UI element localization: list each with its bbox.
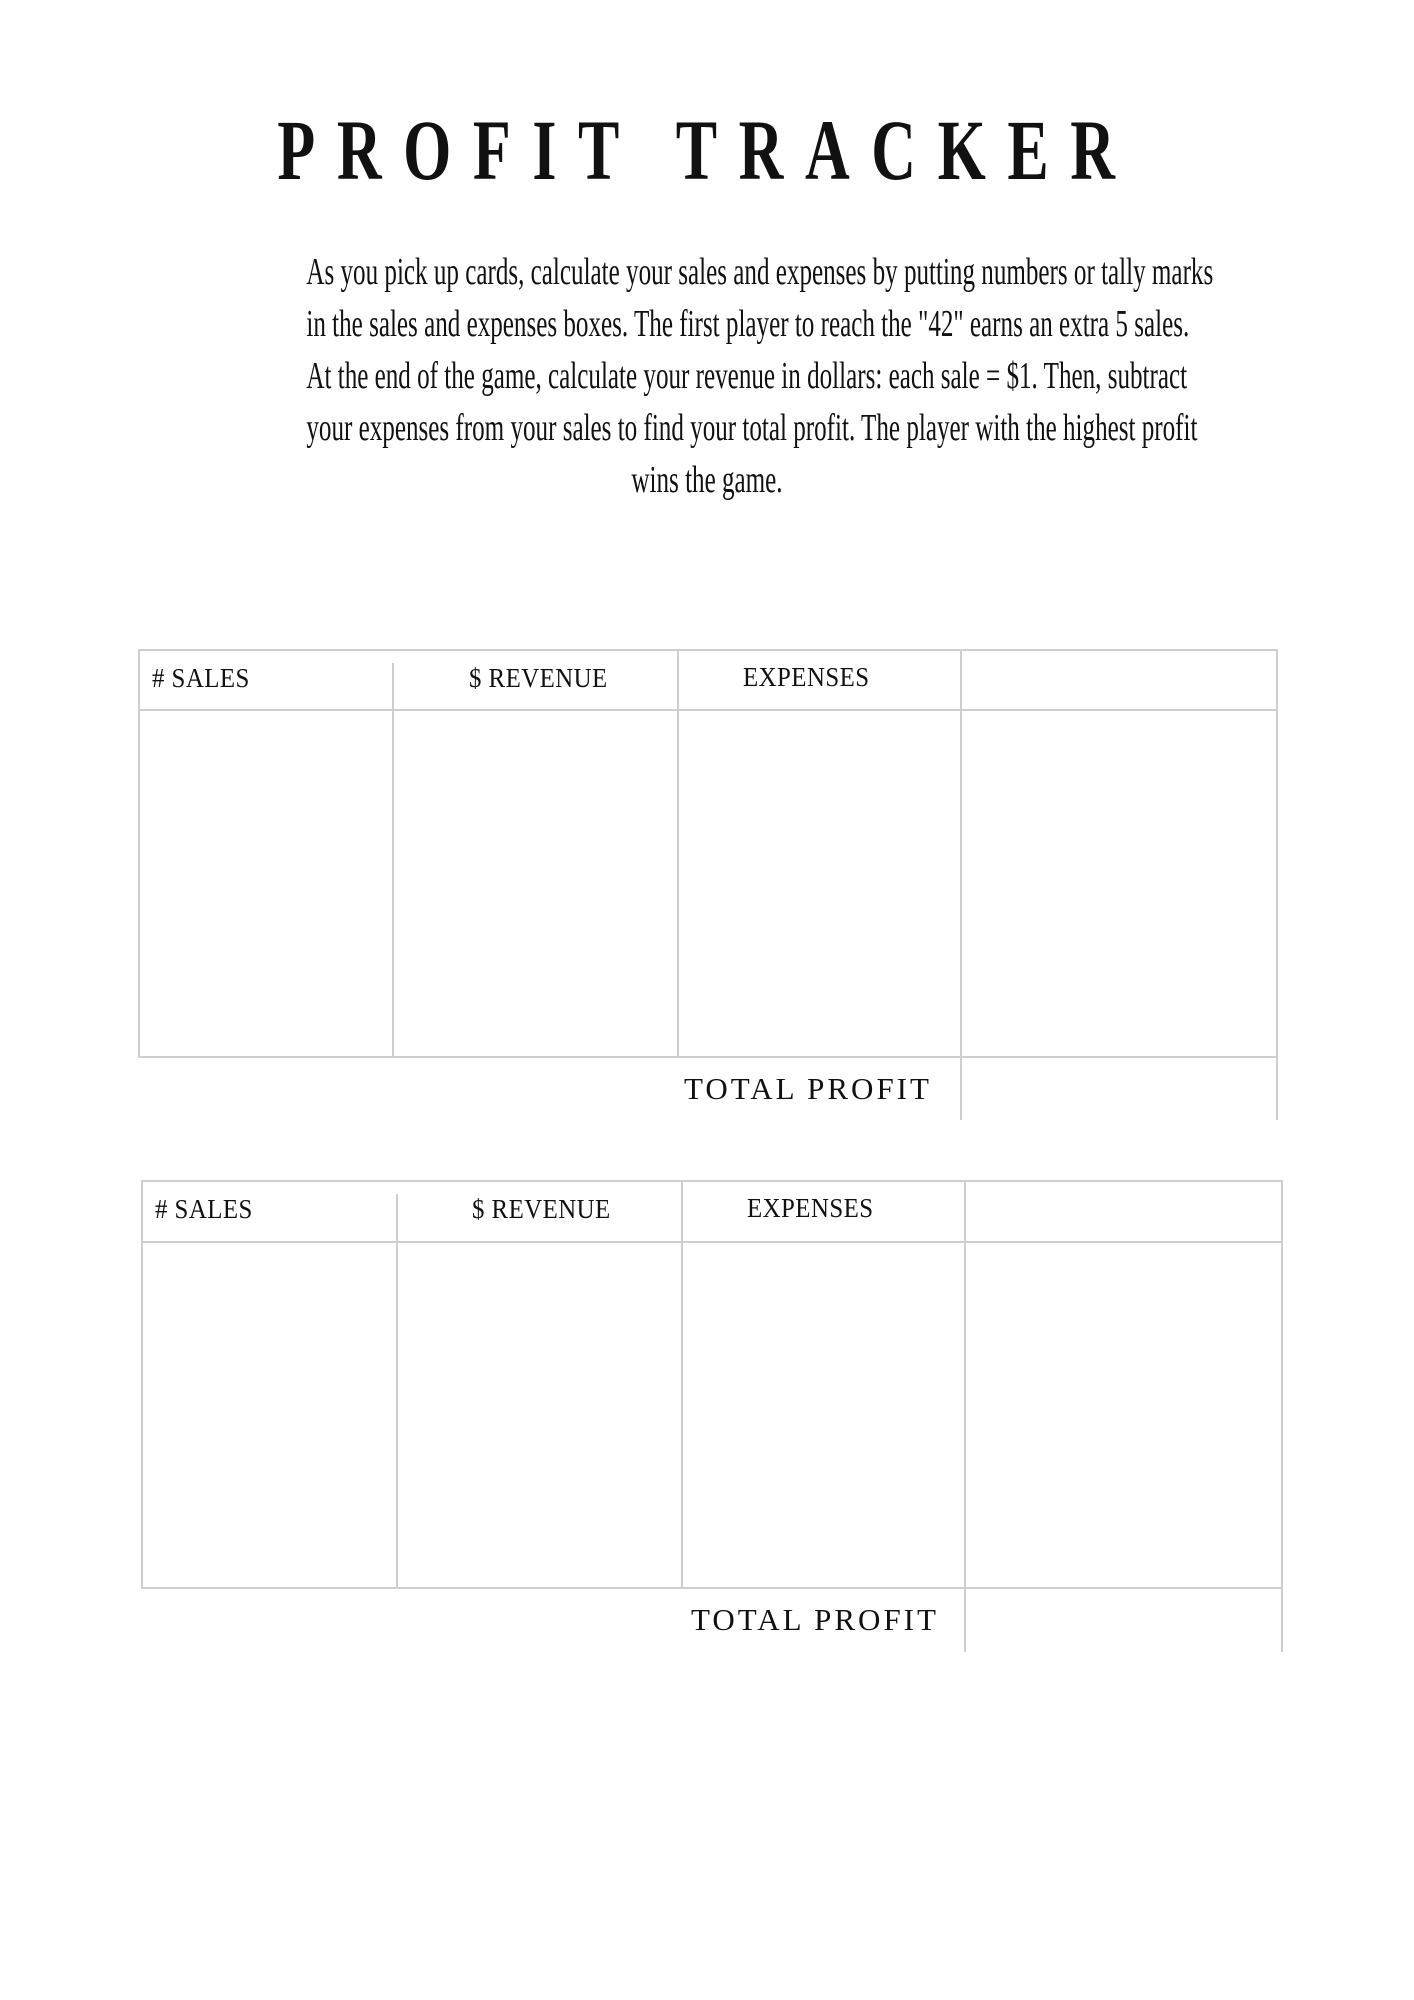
profit-tracker-table-1 bbox=[138, 649, 1278, 1121]
total-profit-cell[interactable] bbox=[962, 1058, 1276, 1120]
header-revenue: $ REVENUE bbox=[469, 663, 608, 693]
sales-cell[interactable] bbox=[140, 711, 392, 1056]
instructions-line: wins the game. bbox=[631, 459, 783, 501]
profit-tracker-table-2 bbox=[141, 1180, 1283, 1652]
header-expenses: EXPENSES bbox=[747, 1193, 874, 1223]
expenses-cell[interactable] bbox=[683, 1243, 964, 1587]
page-title: PROFIT TRACKER bbox=[277, 102, 1137, 198]
table-border-top bbox=[138, 649, 1278, 651]
table-border-top bbox=[141, 1180, 1283, 1182]
revenue-cell[interactable] bbox=[398, 1243, 681, 1587]
total-profit-label: TOTAL PROFIT bbox=[684, 1071, 932, 1106]
header-revenue: $ REVENUE bbox=[472, 1194, 611, 1224]
instructions-line: At the end of the game, calculate your revenue in dollars: each sale = $1. Then, subtract bbox=[306, 355, 1188, 397]
total-profit-label: TOTAL PROFIT bbox=[691, 1602, 939, 1637]
expenses-cell[interactable] bbox=[679, 711, 960, 1056]
header-sales: # SALES bbox=[155, 1194, 253, 1224]
table-border-right bbox=[1281, 1180, 1283, 1652]
revenue-cell[interactable] bbox=[394, 711, 677, 1056]
instructions bbox=[100, 246, 1314, 506]
table-border-right bbox=[1276, 649, 1278, 1120]
extra-cell[interactable] bbox=[966, 1243, 1281, 1587]
instructions-line: As you pick up cards, calculate your sales and expenses by putting numbers or tally marks bbox=[306, 251, 1214, 293]
header-expenses: EXPENSES bbox=[743, 662, 870, 692]
instructions-line: your expenses from your sales to find your total profit. The player with the highest profit bbox=[306, 407, 1198, 449]
extra-cell[interactable] bbox=[962, 711, 1276, 1056]
total-profit-cell[interactable] bbox=[966, 1589, 1281, 1652]
header-sales: # SALES bbox=[152, 663, 250, 693]
sales-cell[interactable] bbox=[143, 1243, 396, 1587]
instructions-line: in the sales and expenses boxes. The first player to reach the "42" earns an extra 5 sales. bbox=[306, 303, 1190, 345]
